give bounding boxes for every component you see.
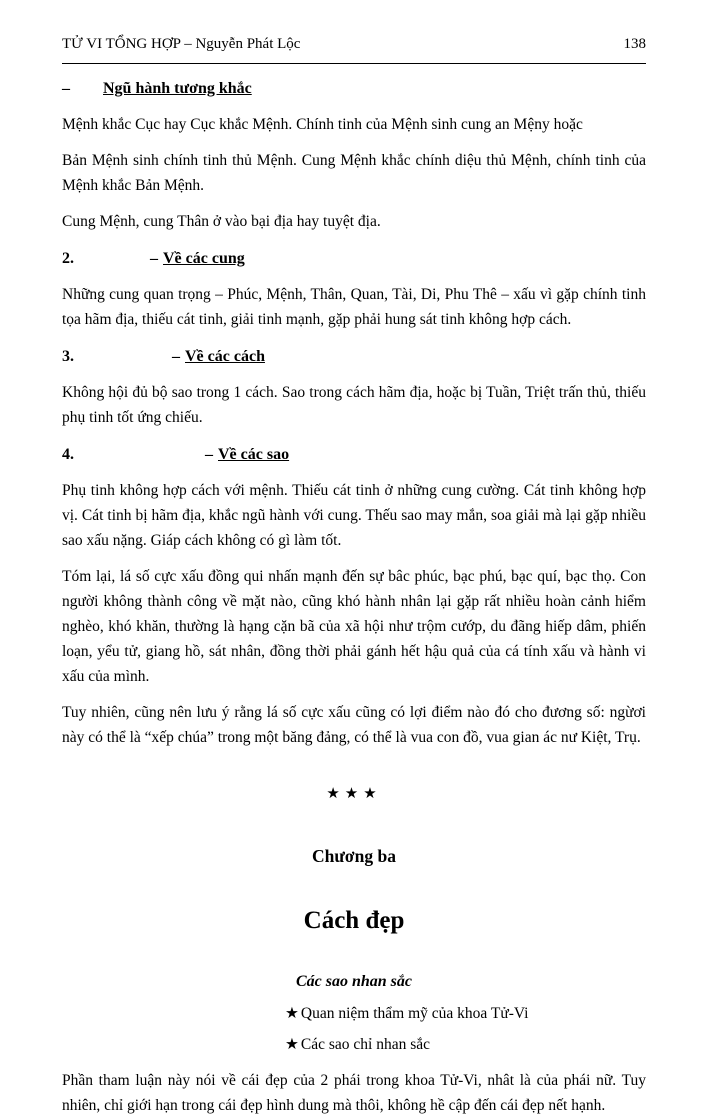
- list-item-text: Quan niệm thẩm mỹ của khoa Tử-Vi: [300, 1005, 529, 1022]
- section-heading-ve-cac-cung: [62, 248, 646, 270]
- paragraph: Tóm lại, lá số cực xấu đồng qui nhấn mạnh đến sự bâc phúc, bạc phú, bạc quí, bạc thọ. Con người không thành công về mặt nào, cũng khó hành nhân lại gặp rất nhiều hoàn cảnh hiểm nghèo, khó khăn, thường là hạng cặn bã của xã hội như trộm cướp, du đãng hiếp dâm, phiến loạn, yểu tử, giang hồ, sát nhân, đồng thời phải gánh hết hậu quả của cá tính xấu và hành vi xấu của mình.: [62, 568, 646, 685]
- stars-separator-icon: ★★★: [326, 786, 382, 802]
- heading-label: Về các cách: [185, 348, 265, 365]
- header-divider: [62, 63, 646, 64]
- paragraph: Phần tham luận này nói về cái đẹp của 2 phái trong khoa Tử-Vi, nhât là của phái nữ. Tuy nhiên, chỉ giới hạn trong cái đẹp hình dung mà thôi, không hề cập đến cái đẹp nết hạnh.: [62, 1072, 646, 1114]
- star-bullet-icon: ★: [285, 1036, 299, 1053]
- section-heading-ve-cac-cach: [62, 346, 646, 368]
- heading-number: 2.: [62, 250, 74, 267]
- paragraph: Không hội đủ bộ sao trong 1 cách. Sao trong cách hãm địa, hoặc bị Tuần, Triệt trấn thủ, thiếu phụ tinh tốt ứng chiếu.: [62, 384, 646, 426]
- running-title: TỬ VI TỔNG HỢP – Nguyễn Phát Lộc: [62, 36, 301, 52]
- page-header: [62, 36, 646, 53]
- chapter-title: Cách đẹp: [303, 907, 405, 934]
- heading-dash: –: [205, 446, 213, 463]
- heading-label: Về các sao: [218, 446, 290, 463]
- heading-label: Ngũ hành tương khắc: [103, 80, 252, 97]
- list-item: [285, 1032, 646, 1057]
- paragraph: Bản Mệnh sinh chính tinh thủ Mệnh. Cung Mệnh khắc chính diệu thủ Mệnh, chính tinh của Mệnh khắc Bản Mệnh.: [62, 152, 646, 194]
- paragraph: Tuy nhiên, cũng nên lưu ý rằng lá số cực xấu cũng có lợi điểm nào đó cho đương số: ngừơi này có thể là “xếp chúa” trong một băng đảng, có thể là vua con đồ, vua gian ác nư Kiệt, Trụ.: [62, 704, 646, 746]
- chapter-topic-list: [285, 1001, 646, 1057]
- heading-label: Về các cung: [163, 250, 245, 267]
- heading-dash: –: [172, 348, 180, 365]
- paragraph: Mệnh khắc Cục hay Cục khắc Mệnh. Chính tinh của Mệnh sinh cung an Mệny hoặc: [62, 116, 583, 133]
- star-bullet-icon: ★: [285, 1005, 299, 1022]
- chapter-subtitle: Các sao nhan sắc: [295, 973, 413, 990]
- page-number: 138: [623, 36, 646, 52]
- paragraph: Những cung quan trọng – Phúc, Mệnh, Thân, Quan, Tài, Di, Phu Thê – xấu vì gặp chính tinh tọa hãm địa, thiếu cát tinh, giải tinh mạnh, gặp phải hung sát tinh không hợp cách.: [62, 286, 646, 328]
- paragraph: Phụ tinh không hợp cách với mệnh. Thiếu cát tinh ở những cung cường. Cát tinh không hợp vị. Cát tinh bị hãm địa, khắc ngũ hành với cung. Thếu sao may mắn, soa giải mà lại gặp nhiều sao xấu nặng. Giáp cách không có gì làm tốt.: [62, 482, 646, 549]
- list-item: [285, 1001, 646, 1026]
- heading-number: 4.: [62, 446, 74, 463]
- chapter-label: Chương ba: [312, 846, 396, 866]
- heading-dash: –: [62, 80, 70, 97]
- list-item-text: Các sao chỉ nhan sắc: [300, 1036, 431, 1053]
- section-heading-ngu-hanh-tuong-khac: [62, 78, 646, 100]
- paragraph: Cung Mệnh, cung Thân ở vào bại địa hay tuyệt địa.: [62, 213, 381, 230]
- heading-number: 3.: [62, 348, 74, 365]
- section-heading-ve-cac-sao: [62, 444, 646, 466]
- heading-dash: –: [150, 250, 158, 267]
